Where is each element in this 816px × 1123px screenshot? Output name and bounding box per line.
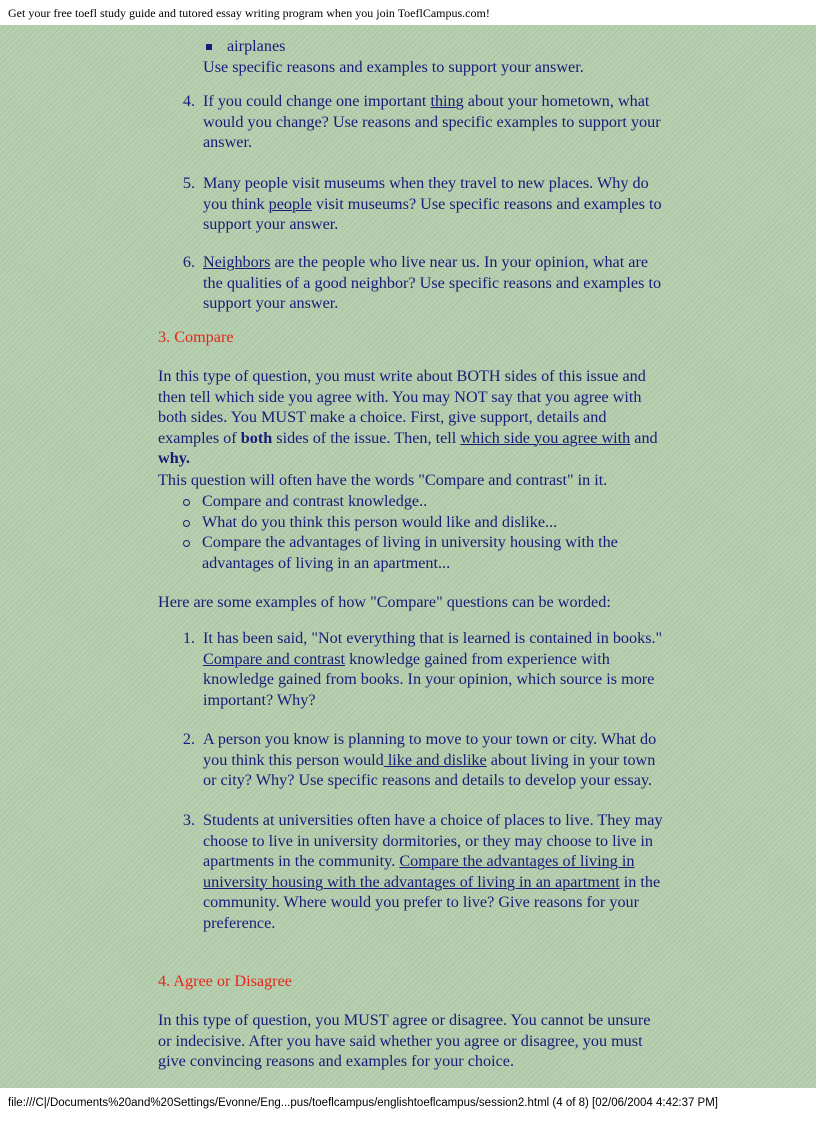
circle-bullet-icon bbox=[183, 540, 190, 547]
bullet-item bbox=[227, 36, 285, 57]
circle-bullet-icon bbox=[183, 520, 190, 527]
list-item-text: Students at universities often have a choice of places to live. They may choose to live in university dormitories, or they may choose to live in apartments in the community. Compare the advantages of living in university housing with the advantages of living in an apartment in the community. Where would you prefer to live? Give reasons for your preference. bbox=[203, 811, 663, 932]
which-side-link[interactable]: which side you agree with bbox=[460, 428, 631, 447]
support-line: Use specific reasons and examples to support your answer. bbox=[203, 58, 584, 76]
compare-note: This question will often have the words "Compare and contrast" in it. bbox=[158, 471, 608, 489]
list-number: 1. bbox=[182, 629, 195, 647]
thing-link[interactable]: thing bbox=[430, 92, 464, 110]
list-item: What do you think this person would like and dislike... bbox=[202, 512, 662, 533]
agree-paragraph: In this type of question, you MUST agree or disagree. You cannot be unsure or indecisive. After you have said whether you agree or disagree, you must give convincing reasons and examples for your choice. bbox=[158, 1011, 651, 1070]
section-heading-compare: 3. Compare bbox=[158, 328, 234, 346]
square-bullet-icon bbox=[206, 44, 212, 50]
list-number: 2. bbox=[182, 730, 195, 748]
compare-contrast-link[interactable]: Compare and contrast bbox=[203, 649, 346, 668]
page-header bbox=[0, 0, 816, 25]
neighbors-link[interactable]: Neighbors bbox=[203, 253, 271, 271]
people-link[interactable]: people bbox=[268, 194, 312, 213]
footer-path: file:///C|/Documents%20and%20Settings/Evonne/Eng...pus/toeflcampus/englishtoeflcampus/session2.html (4 of 8) [02/06/2004 4:42:37 PM] bbox=[8, 1097, 719, 1109]
list-item bbox=[171, 252, 671, 314]
list-item-text: Neighbors are the people who live near us. In your opinion, what are the qualities of a good neighbor? Use specific reasons and examples to support your answer. bbox=[203, 253, 662, 312]
list-item-text: If you could change one important thing about your hometown, what would you change? Use reasons and specific examples to support your answer. bbox=[203, 92, 661, 151]
like-dislike-link[interactable]: like and dislike bbox=[383, 750, 487, 769]
list-item-text: Many people visit museums when they travel to new places. Why do you think people visit museums? Use specific reasons and examples to support your answer. bbox=[203, 174, 662, 233]
list-number: 3. bbox=[182, 811, 195, 829]
list-number: 6. bbox=[182, 253, 195, 271]
list-number: 5. bbox=[182, 174, 195, 192]
list-item: Compare and contrast knowledge.. bbox=[202, 491, 662, 512]
list-item bbox=[171, 91, 671, 153]
examples-intro: Here are some examples of how "Compare" questions can be worded: bbox=[158, 593, 611, 611]
compare-paragraph: In this type of question, you must write about BOTH sides of this issue and then tell which side you agree with. You may NOT say that you agree with both sides. You MUST make a choice. First, give support, details and examples of both sides of the issue. Then, tell which side you agree with and why. bbox=[158, 367, 658, 467]
compare-advantages-link[interactable]: Compare the advantages of living in university housing with the advantages of living in an apartment bbox=[203, 852, 635, 891]
list-item-text: It has been said, "Not everything that is learned is contained in books." Compare and contrast knowledge gained from experience with knowledge gained from books. In your opinion, which source is more important? Why? bbox=[203, 629, 663, 709]
page-footer bbox=[0, 1088, 816, 1123]
circle-bullet-icon bbox=[183, 499, 190, 506]
list-item bbox=[171, 173, 671, 235]
document-content bbox=[0, 25, 816, 1088]
header-text: Get your free toefl study guide and tutored essay writing program when you join ToeflCampus.com! bbox=[8, 6, 490, 20]
list-item: Compare the advantages of living in university housing with the advantages of living in an apartment... bbox=[202, 532, 662, 573]
bullet-text: airplanes bbox=[227, 37, 286, 55]
list-number: 4. bbox=[182, 92, 195, 110]
list-item-text: A person you know is planning to move to your town or city. What do you think this person would like and dislike about living in your town or city? Why? Use specific reasons and details to develop your essay. bbox=[203, 730, 657, 789]
compare-bullet-list bbox=[202, 491, 662, 573]
section-heading-agree: 4. Agree or Disagree bbox=[158, 972, 292, 990]
